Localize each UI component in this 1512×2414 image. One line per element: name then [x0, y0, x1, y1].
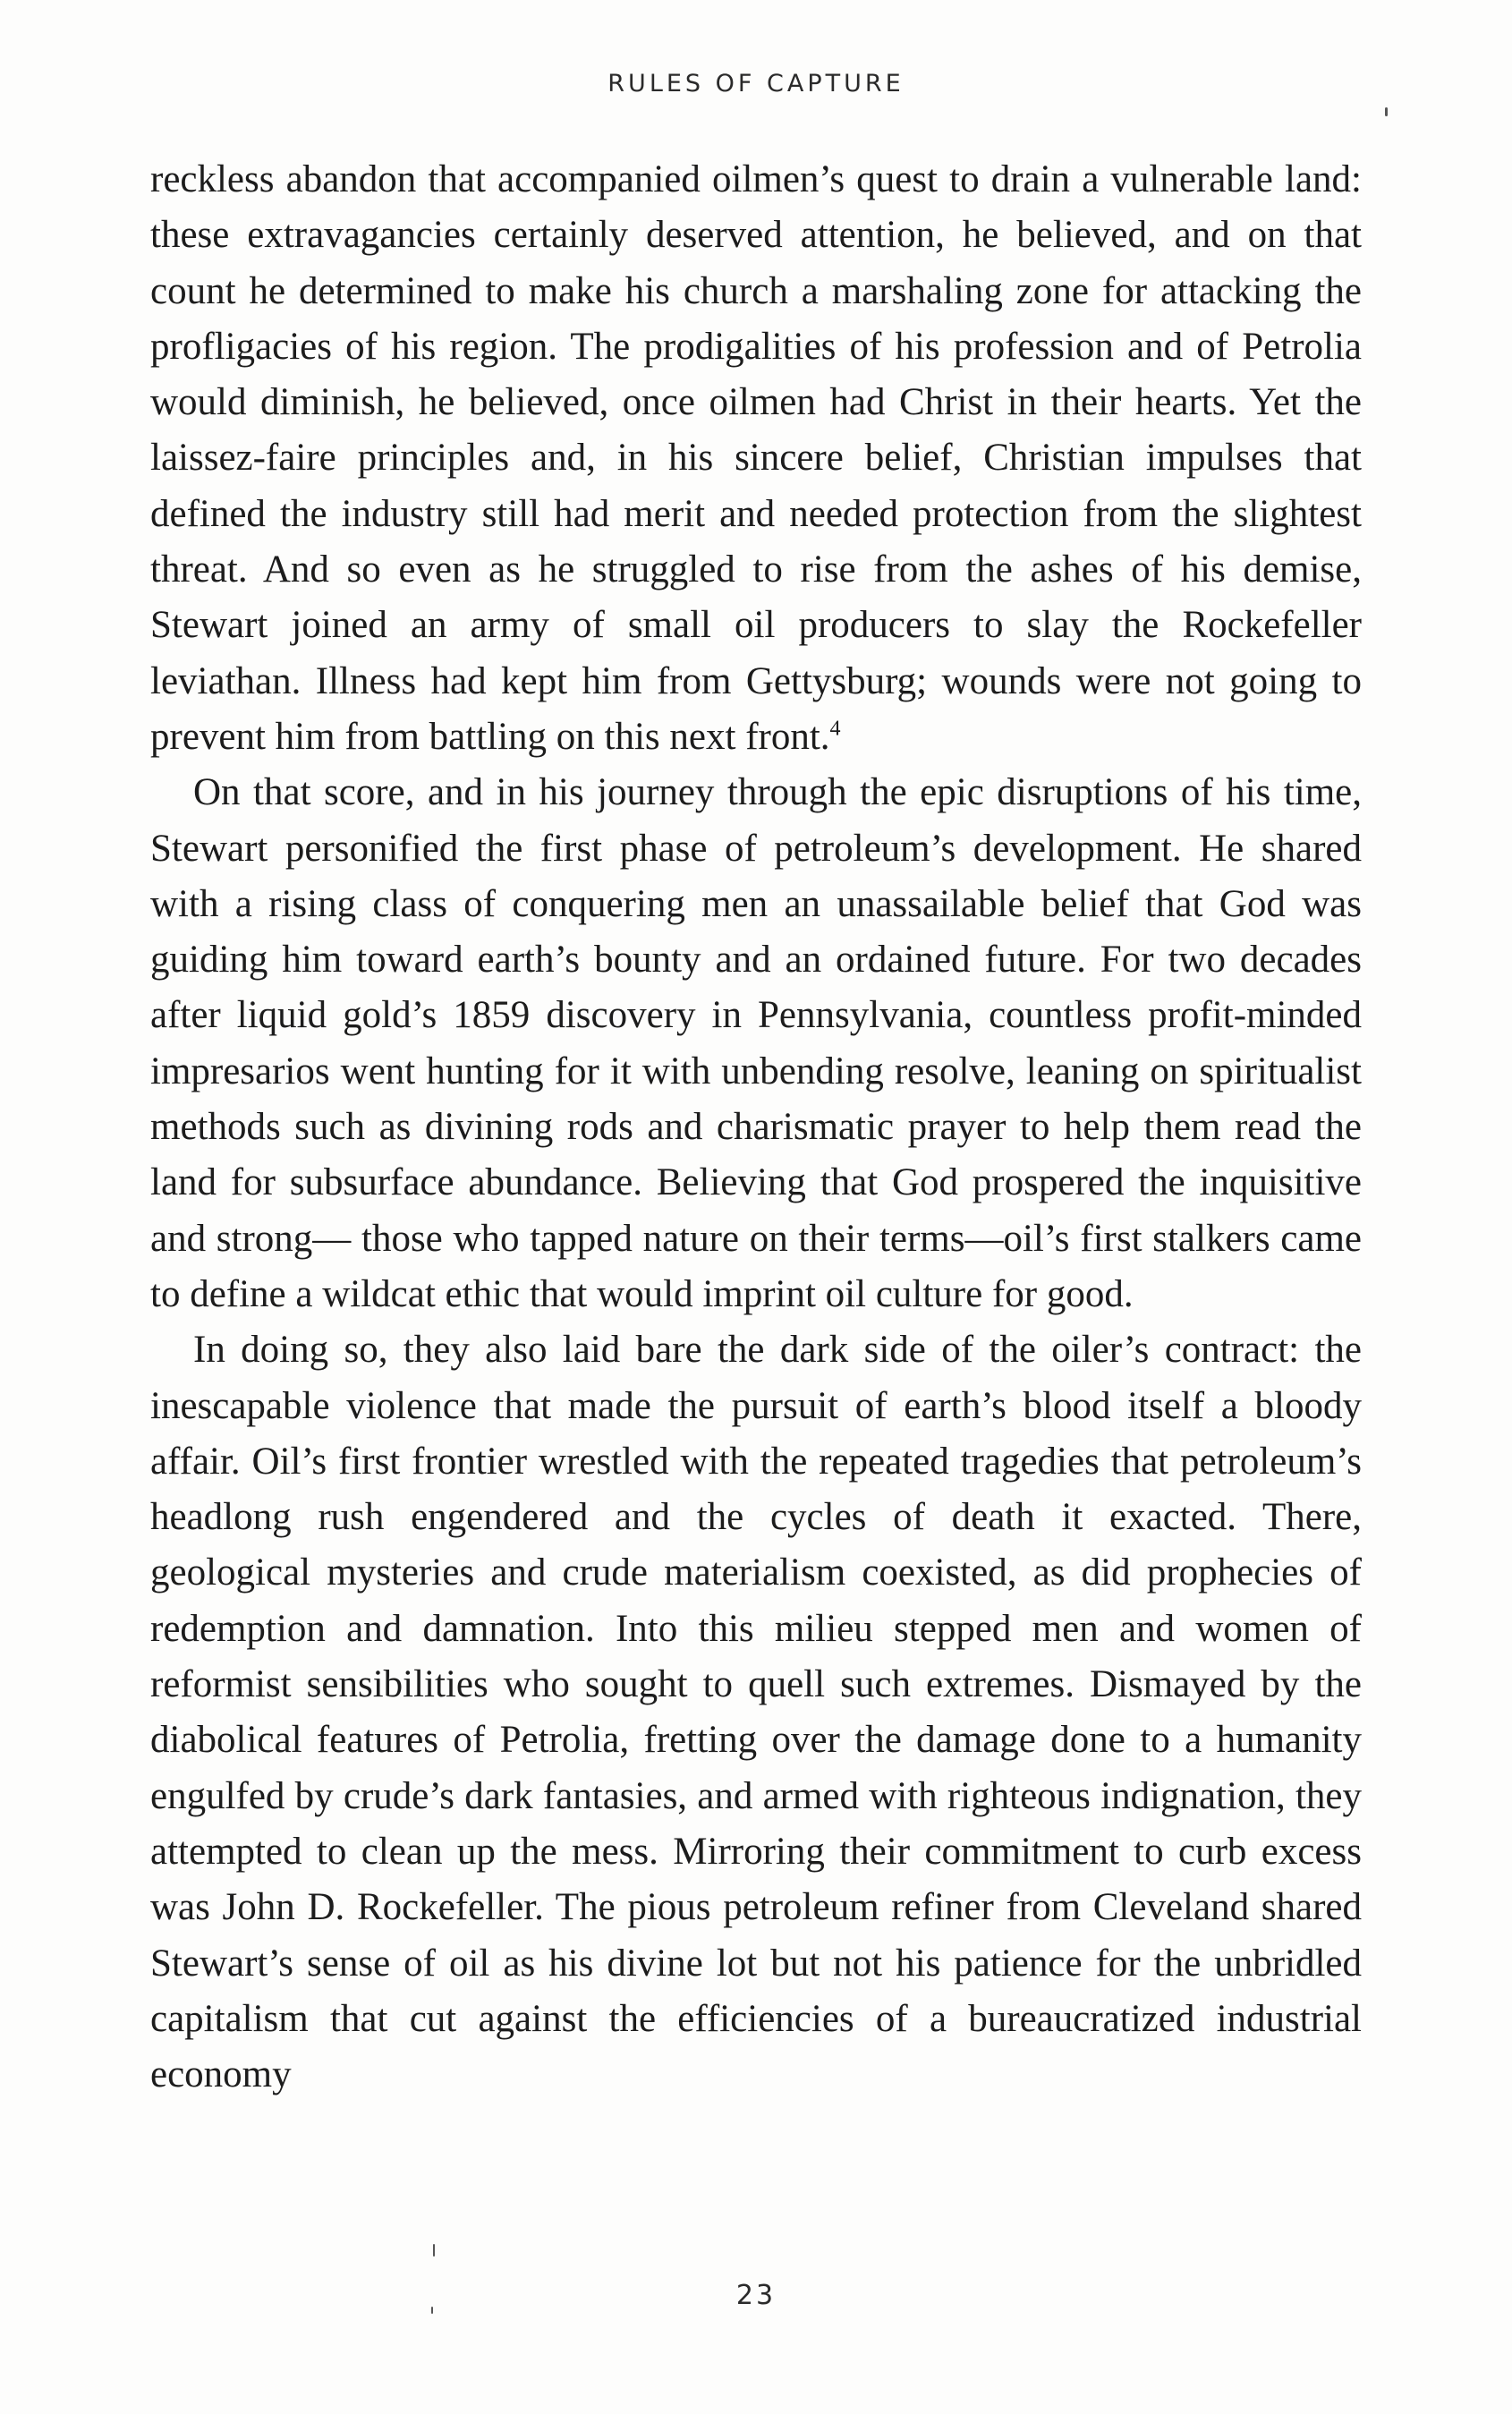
- paragraph-3: In doing so, they also laid bare the dark side of the oiler’s contract: the inescapable violence that made the pursuit of earth’s blood itself a bloody affair. Oil’s first frontier wrestled with the repeated tragedies that petroleum’s headlong rush engendered and the cycles of death it exacted. There, geological mysteries and crude materialism coexisted, as did prophecies of redemption and damnation. Into this milieu stepped men and women of reformist sensibilities who sought to quell such extremes. Dismayed by the diabolical features of Petrolia, fretting over the damage done to a humanity engulfed by crude’s dark fantasies, and armed with righteous indignation, they attempted to clean up the mess. Mirroring their commitment to curb excess was John D. Rockefeller. The pious petroleum refiner from Cleveland shared Stewart’s sense of oil as his divine lot but not his patience for the unbridled capitalism that cut against the efficiencies of a bureaucratized industrial economy: [150, 1329, 1362, 2096]
- scan-speck: [1385, 107, 1388, 116]
- scan-speck: [433, 2244, 435, 2257]
- paragraph-2: On that score, and in his journey through the epic disruptions of his time, Stewart personified the first phase of petroleum’s development. He shared with a rising class of conquering men an unassailable belief that God was guiding him toward earth’s bounty and an ordained future. For two decades after liquid gold’s 1859 discovery in Pennsylvania, countless profit-minded impresarios went hunting for it with unbending resolve, leaning on spiritualist methods such as divining rods and charismatic prayer to help them read the land for subsurface abundance. Believing that God prospered the inquisitive and strong— those who tapped nature on their terms—oil’s first stalkers came to define a wildcat ethic that would imprint oil culture for good.: [150, 771, 1362, 1315]
- page-number: 23: [735, 2280, 777, 2311]
- scan-speck: [431, 2307, 433, 2314]
- running-head: RULES OF CAPTURE: [607, 70, 905, 98]
- footnote-reference: 4: [829, 717, 841, 741]
- body-text: [150, 152, 1362, 2103]
- paragraph-1: [150, 152, 1362, 765]
- paragraph-1-text: reckless abandon that accompanied oilmen’s quest to drain a vulnerable land: these extravagancies certainly deserved attention, he believed, and on that count he determined to make his church a marshaling zone for attacking the profligacies of his region. The prodigalities of his profession and of Petrolia would diminish, he believed, once oilmen had Christ in their hearts. Yet the laissez-faire principles and, in his sincere belief, Christian impulses that defined the industry still had merit and needed protection from the slightest threat. And so even as he struggled to rise from the ashes of his demise, Stewart joined an army of small oil producers to slay the Rockefeller leviathan. Illness had kept him from Gettysburg; wounds were not going to prevent him from battling on this next front.: [150, 158, 1362, 758]
